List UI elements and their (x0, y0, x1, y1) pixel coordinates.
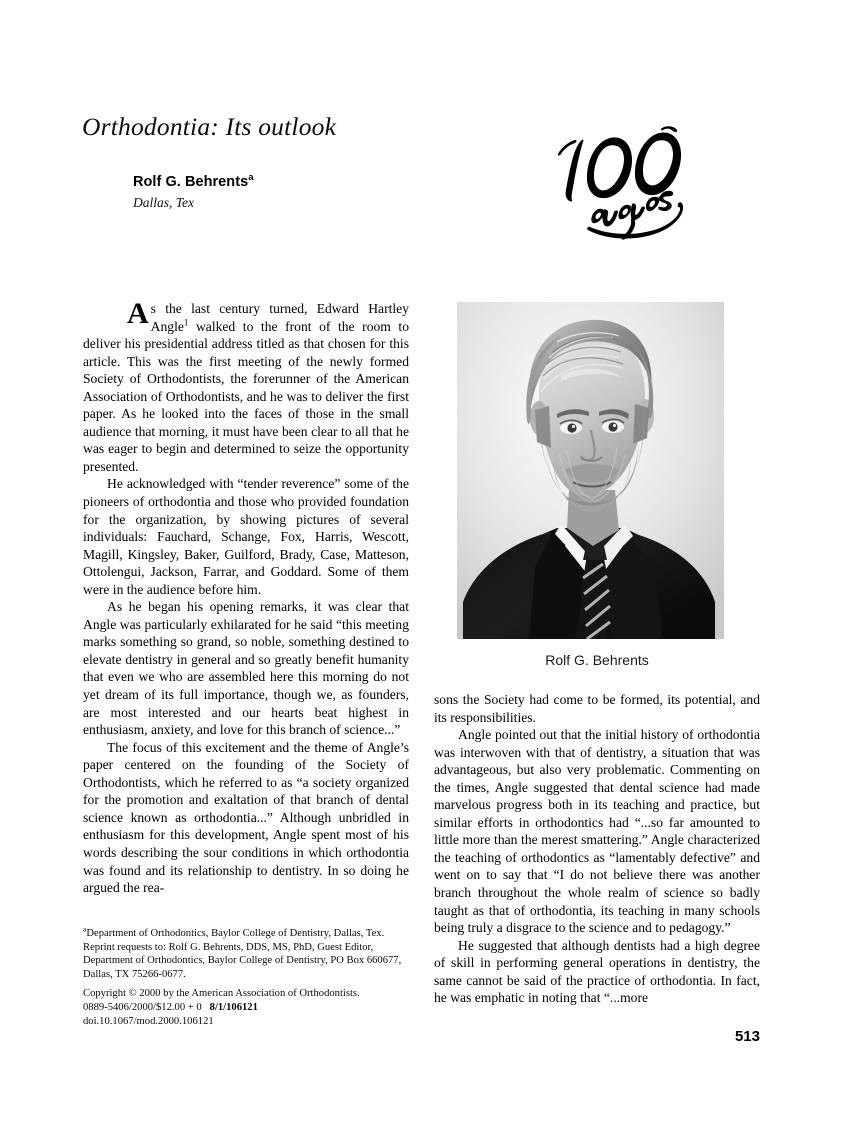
footnote-issn (83, 1001, 415, 1015)
footnote-manuscript-code: 8/1/106121 (209, 1001, 258, 1013)
citation-ref-1: 1 (183, 317, 189, 328)
footnote-doi: doi.10.1067/mod.2000.106121 (83, 1015, 214, 1027)
paragraph-right-1: sons the Society had come to be formed, its potential, and its responsibilities. (434, 692, 760, 725)
photo-caption: Rolf G. Behrents (545, 652, 649, 668)
page-title: Orthodontia: Its outlook (82, 112, 337, 141)
paragraph-left-1-lead: s the last century turned, Edward Hartley Angle (150, 301, 409, 334)
drop-cap-letter: A (127, 300, 149, 330)
paragraph-left-1 (83, 300, 409, 475)
anniversary-100-years-logo-icon (536, 118, 706, 246)
paragraph-left-1-rest: walked to the front of the room to deliver his presidential address titled as that chosen for this article. This was the first meeting of the newly formed Society of Orthodontists, the forerunner of the American Association of Orthodontists, and he was to deliver the first paper. As he looked into the faces of those in the small audience that morning, it must have been clear to all that he was eager to begin and determined to seize the opportunity presented. (83, 318, 409, 474)
footnote-issn-text: 0889-5406/2000/$12.00 + 0 (83, 1001, 202, 1013)
body-left-column (83, 300, 409, 897)
paragraph-right-3: He suggested that although dentists had a high degree of skill in performing general operations in dentistry, the same cannot be said of the practice of orthodontia. In fact, he was emphatic in noting that “...more (434, 937, 760, 1006)
footnote-block (83, 924, 415, 1028)
paragraph-left-2: He acknowledged with “tender reverence” some of the pioneers of orthodontia and those who provided foundation for the organization, by showing pictures of several individuals: Fauchard, Schange, Fox, Harris, Wescott, Magill, Kingsley, Baker, Guilford, Brady, Case, Matteson, Ottolengui, Jackson, Farrar, and Goddard. Some of them were in the audience before him. (83, 476, 409, 597)
body-right-column (434, 691, 760, 1007)
paragraph-right-2: Angle pointed out that the initial history of orthodontia was interwoven with that of dentistry, a situation that was advantageous, but also very problematic. Commenting on the times, Angle suggested that dental science had made marvelous progress both in its teaching and practice, but similar efforts in orthodontics had “...so far amounted to little more than the merest smattering.” Angle characterized the teaching of orthodontics as “lamentably defective” and went on to say that “I do not believe there was another branch throughout the whole realm of science so badly taught as that of orthodontia, its teaching in many schools being truly a disgrace to the science and to pedagogy.” (434, 727, 760, 936)
footnote-affiliation-text: Department of Orthodontics, Baylor College of Dentistry, Dallas, Tex. (86, 928, 385, 939)
author-name-text: Rolf G. Behrents (133, 174, 249, 190)
footnote-affiliation (83, 924, 415, 941)
paragraph-left-4: The focus of this excitement and the theme of Angle’s paper centered on the founding of the Society of Orthodontists, which he referred to as “a society organized for the promotion and exaltation of that branch of dental science known as orthodontia...” Although unbridled in enthusiasm for this development, Angle spent most of his words describing the sour conditions in which orthodontia was found and its relationship to dentistry. In so doing he argued the rea- (83, 739, 409, 896)
footnote-copyright: Copyright © 2000 by the American Association of Orthodontists. (83, 988, 360, 1000)
author-name (133, 174, 463, 191)
footnote-reprint-requests: Reprint requests to: Rolf G. Behrents, DDS, MS, PhD, Guest Editor, Department of Orthodontics, Baylor College of Dentistry, PO Box 660677, Dallas, TX 75266-0677. (83, 941, 402, 980)
page-number: 513 (734, 1028, 760, 1045)
byline (133, 174, 463, 211)
paragraph-left-3: As he began his opening remarks, it was clear that Angle was particularly exhilarated for he said “this meeting marks something so grand, so noble, something destined to elevate dentistry in general and so greatly benefit humanity that even we who are assembled here this morning do not yet dream of its full importance, though we, as founders, are most interested and our hearts beat highest in enthusiasm, anxiety, and love for this branch of science...” (83, 599, 409, 738)
author-affiliation-location: Dallas, Tex (133, 194, 195, 210)
author-footnote-marker: a (248, 172, 254, 184)
footnote-marker-a: a (83, 924, 87, 934)
portrait-photo-rolf-behrents (457, 302, 724, 639)
